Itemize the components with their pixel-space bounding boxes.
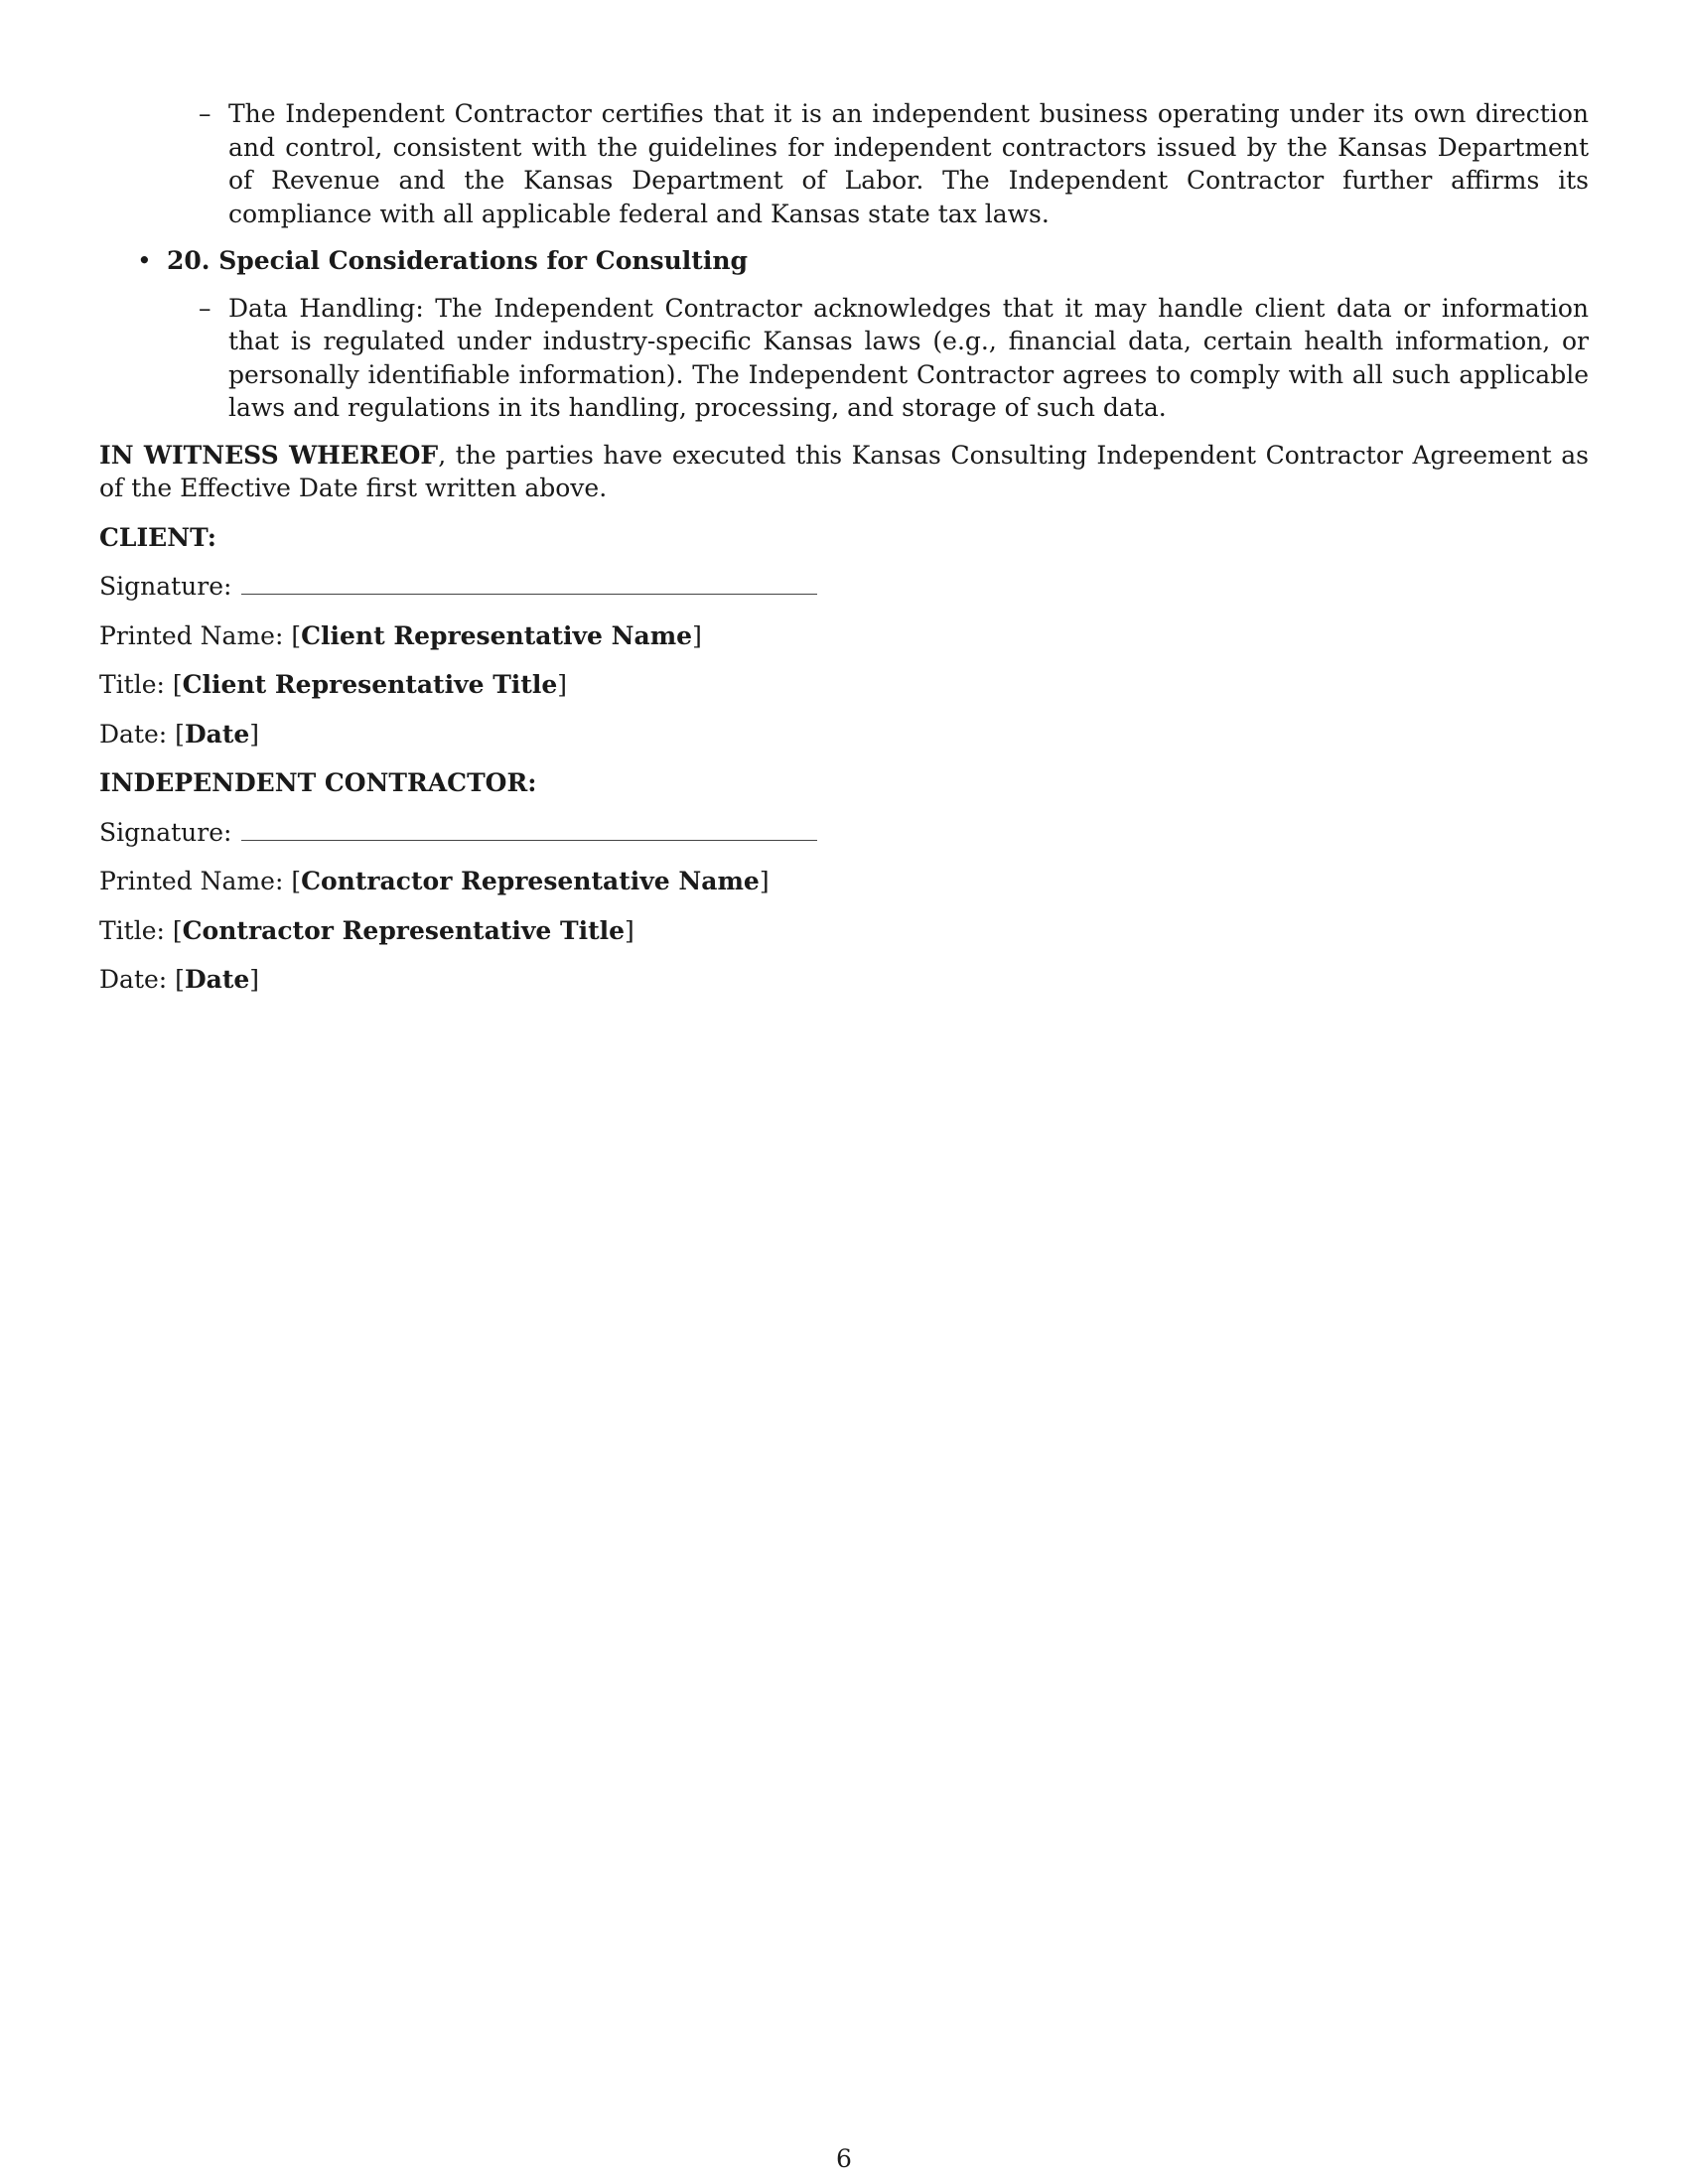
witness-lead: IN WITNESS WHEREOF xyxy=(99,440,439,470)
contractor-printed-name-value: Contractor Representative Name xyxy=(301,867,760,895)
close-bracket: ] xyxy=(625,915,634,945)
witness-paragraph xyxy=(99,439,1589,505)
open-bracket: [ xyxy=(291,620,302,650)
client-signature-label: Signature: xyxy=(99,572,232,601)
contractor-date-value: Date xyxy=(184,965,250,994)
client-title-value: Client Representative Title xyxy=(182,670,558,699)
client-title-label: Title: xyxy=(99,670,165,699)
section-20-heading xyxy=(99,244,1589,278)
client-date-label: Date: xyxy=(99,719,168,749)
client-title-row xyxy=(99,668,1589,702)
client-signature-row xyxy=(99,570,1589,604)
section-20-title: 20. Special Considerations for Consulting xyxy=(167,246,749,275)
contractor-signature-line[interactable] xyxy=(241,839,817,841)
client-date-value: Date xyxy=(184,719,250,749)
open-bracket: [ xyxy=(172,670,183,699)
contractor-date-row xyxy=(99,963,1589,997)
dash-marker: – xyxy=(199,293,211,323)
client-date-row xyxy=(99,718,1589,751)
contractor-printed-name-row xyxy=(99,865,1589,898)
clause-19-item xyxy=(99,97,1589,230)
contractor-title-value: Contractor Representative Title xyxy=(182,915,626,945)
close-bracket: ] xyxy=(759,867,770,895)
client-printed-name-value: Client Representative Name xyxy=(301,620,693,650)
page-number: 6 xyxy=(836,2144,852,2173)
client-signature-line[interactable] xyxy=(241,593,817,595)
clause-19-text: The Independent Contractor certifies that it is an independent business operating under its own direction and control, consistent with the guidelines for independent contractors issued by the Kansas Department of Revenue and the Kansas Department of Labor. The Independent Contractor further affirms its compliance with all applicable federal and Kansas state tax laws. xyxy=(228,99,1589,228)
dash-marker: – xyxy=(199,99,211,128)
witness-rest: , the parties have executed this Kansas Consulting Independent Contractor Agreement as of the Effective Date first written above. xyxy=(99,440,1590,502)
open-bracket: [ xyxy=(172,915,183,945)
bullet-marker: • xyxy=(137,246,152,275)
contractor-signature-label: Signature: xyxy=(99,817,232,847)
data-handling-text: Data Handling: The Independent Contractor acknowledges that it may handle client data or information that is regulated under industry-specific Kansas laws (e.g., financial data, certain health information, or personally identifiable information). The Independent Contractor agrees to comply with all such applicable laws and regulations in its handling, processing, and storage of such data. xyxy=(228,293,1589,422)
contractor-printed-name-label: Printed Name: xyxy=(99,867,284,895)
client-printed-name-row xyxy=(99,619,1589,653)
data-handling-item xyxy=(99,292,1589,425)
open-bracket: [ xyxy=(175,719,185,749)
open-bracket: [ xyxy=(175,965,185,994)
contractor-heading: INDEPENDENT CONTRACTOR: xyxy=(99,768,537,797)
close-bracket: ] xyxy=(249,719,260,749)
contractor-title-label: Title: xyxy=(99,915,165,945)
close-bracket: ] xyxy=(557,670,568,699)
close-bracket: ] xyxy=(249,965,260,994)
open-bracket: [ xyxy=(291,867,302,895)
client-heading: CLIENT: xyxy=(99,522,217,552)
contractor-signature-row xyxy=(99,816,1589,850)
contractor-title-row xyxy=(99,914,1589,948)
contractor-date-label: Date: xyxy=(99,965,168,994)
document-page xyxy=(99,97,1589,997)
close-bracket: ] xyxy=(692,620,702,650)
client-printed-name-label: Printed Name: xyxy=(99,620,284,650)
